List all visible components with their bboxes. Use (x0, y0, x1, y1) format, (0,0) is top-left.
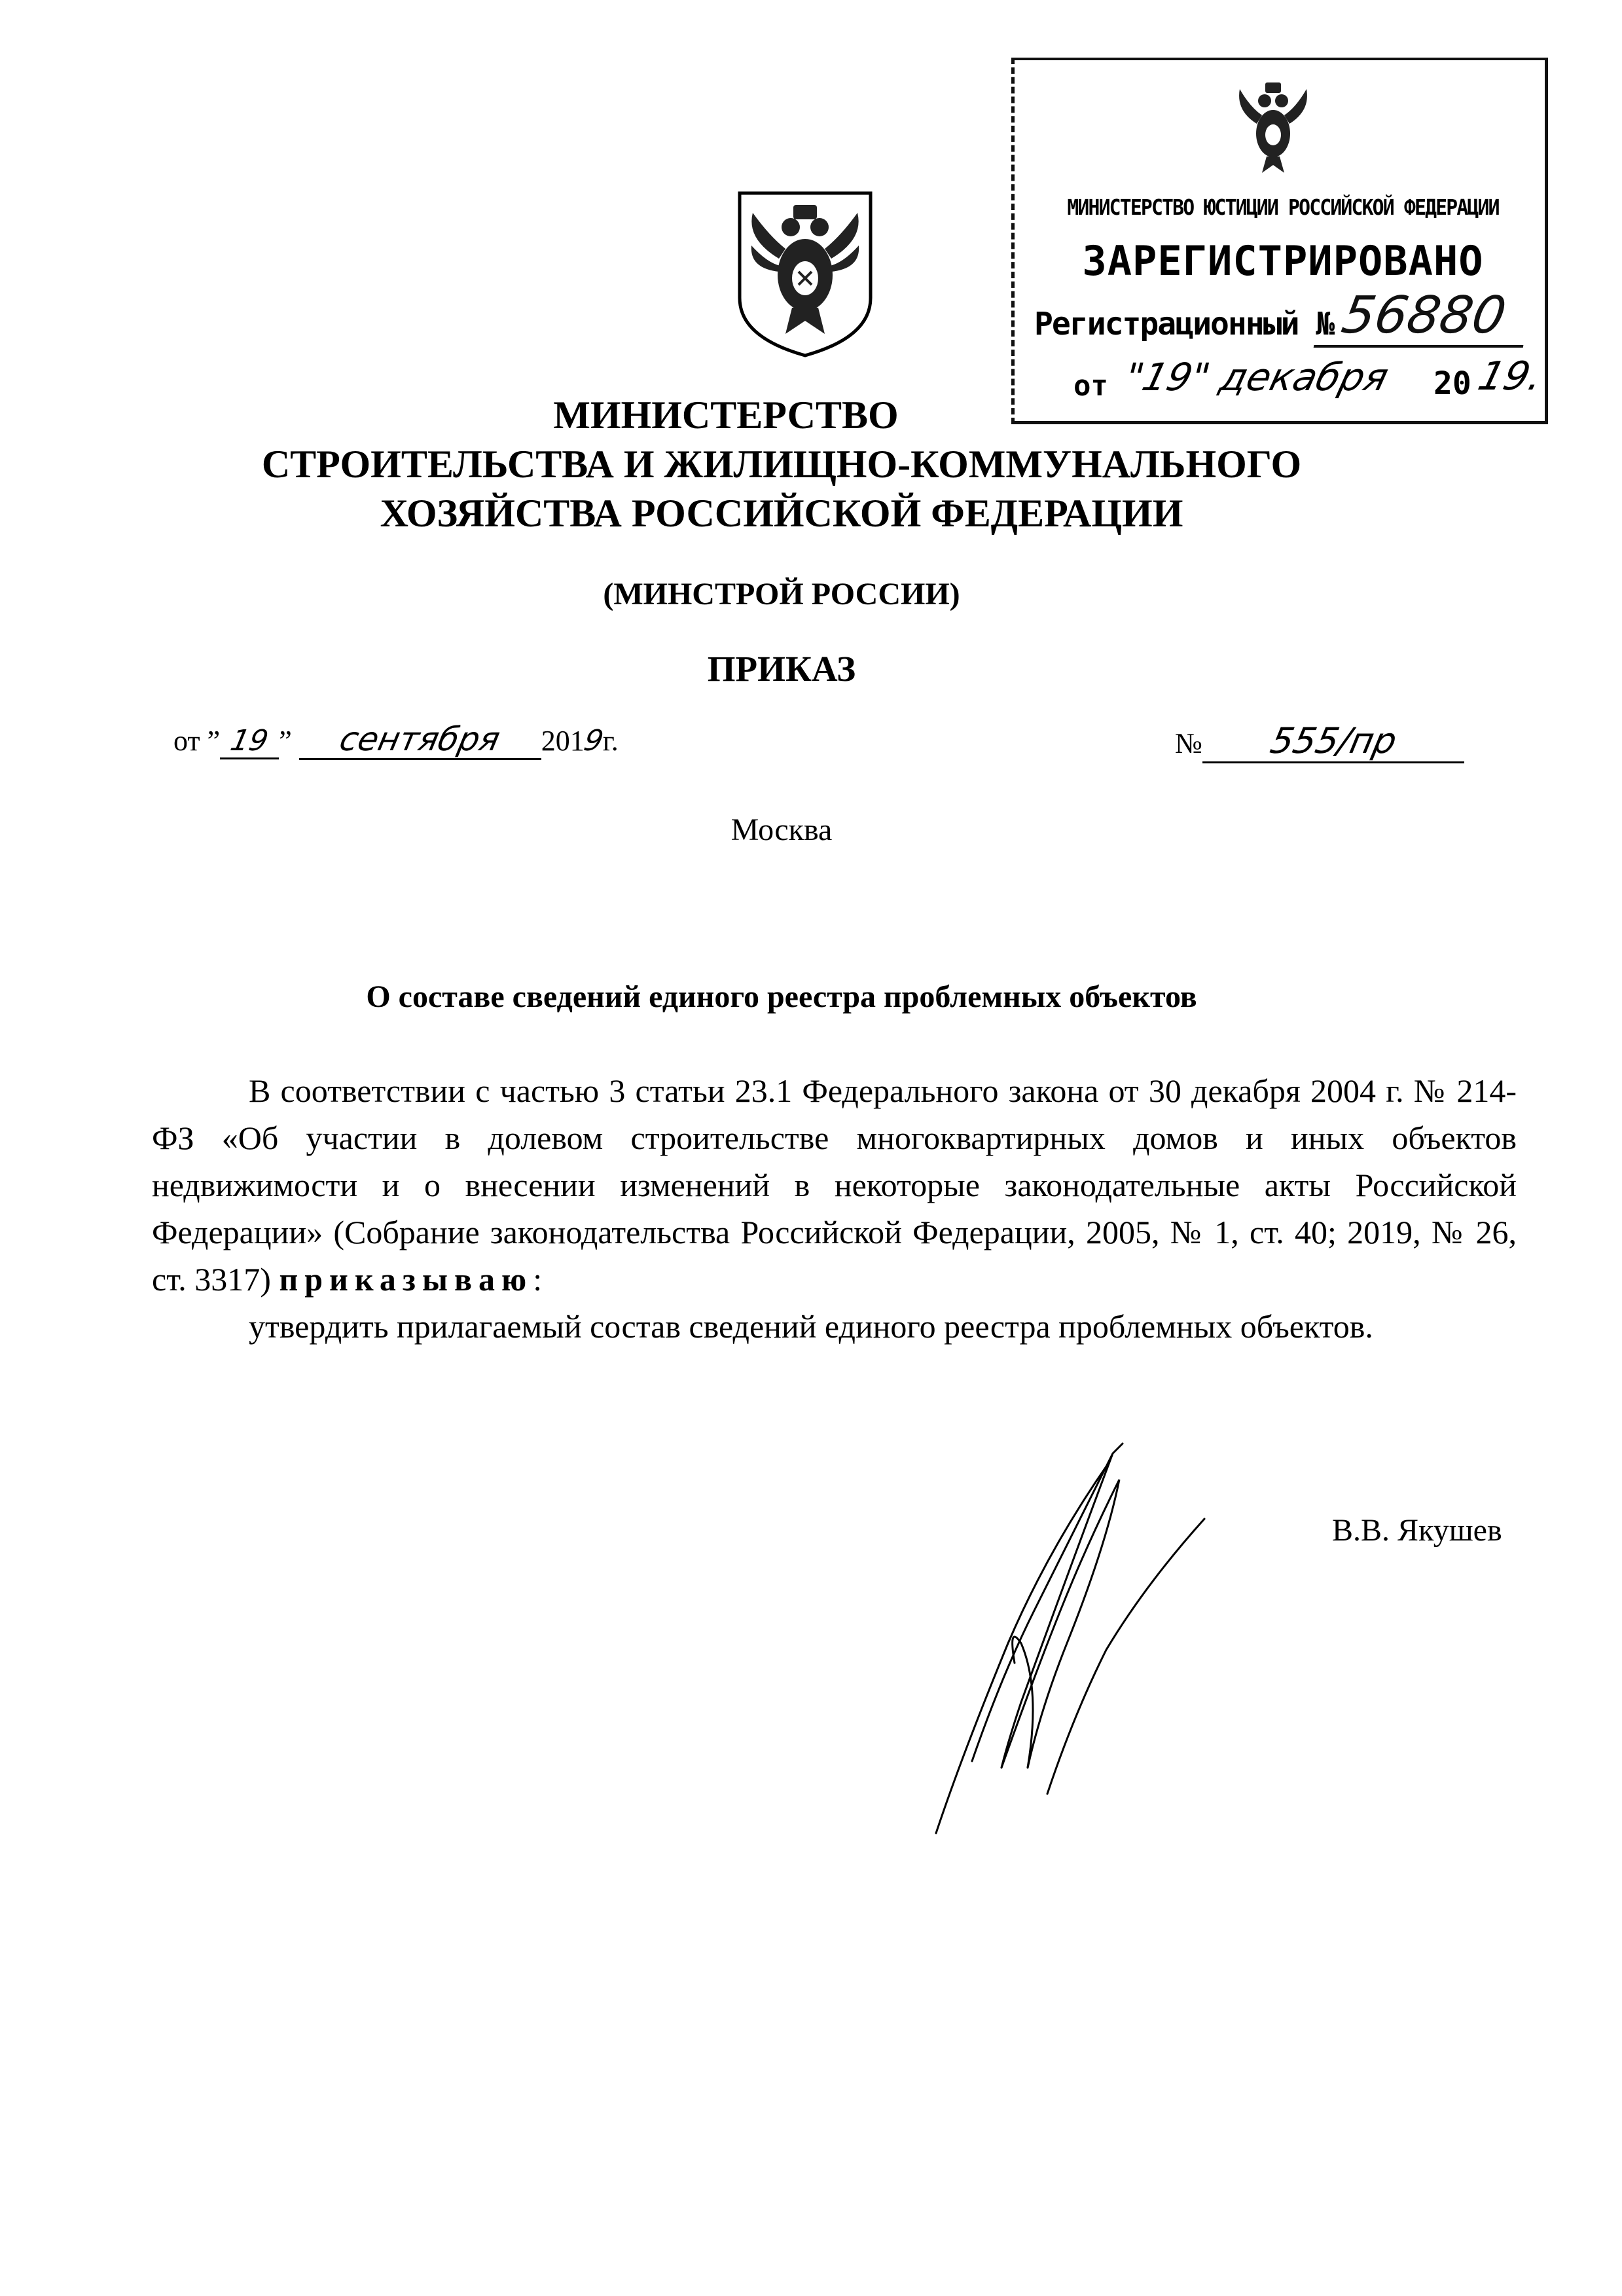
body-paragraph-1-text: В соответствии с частью 3 статьи 23.1 Федерального закона от 30 декабря 2004 г. № 214-ФЗ «Об участии в долевом строительстве многоквартирных домов и иных объектов недвижимости и о внесении изменений в некоторые законодательные акты Российской Федерации» (Собрание законодательства Российской Федерации, 2005, № 1, ст. 40; 2019, № 26, ст. 3317) (152, 1072, 1517, 1298)
body-paragraph-1 (152, 1067, 1517, 1303)
ministry-name-line2: СТРОИТЕЛЬСТВА И ЖИЛИЩНО-КОММУНАЛЬНОГО (261, 443, 1302, 486)
stamp-ministry: МИНИСТЕРСТВО ЮСТИЦИИ РОССИЙСКОЙ ФЕДЕРАЦИИ (1067, 194, 1499, 220)
stamp-year-hand: 19. (1473, 354, 1548, 399)
order-year-suffix: г. (602, 725, 619, 757)
document-type: ПРИКАЗ (707, 649, 856, 689)
order-month: сентября (336, 720, 504, 758)
registration-stamp (1011, 58, 1548, 424)
order-number-label: № (1175, 727, 1202, 759)
order-year-prefix: 201 (541, 725, 585, 757)
order-from-label: от (173, 725, 200, 757)
order-number: 555/пр (1266, 720, 1401, 761)
stamp-year-prefix: 20 (1433, 365, 1471, 402)
order-word: приказываю (279, 1261, 533, 1298)
stamp-coat-of-arms-icon (1231, 75, 1316, 179)
stamp-month: декабря (1216, 355, 1393, 399)
stamp-from-label: от (1073, 369, 1108, 403)
stamp-regno: 56880 (1314, 286, 1534, 348)
stamp-regno-label: Регистрационный № (1034, 306, 1334, 342)
order-word-colon: : (533, 1261, 543, 1298)
ministry-name-line1: МИНИСТЕРСТВО (553, 393, 899, 437)
body-paragraph-2: утвердить прилагаемый состав сведений единого реестра проблемных объектов. (249, 1308, 1373, 1345)
order-year-hand: 9 (581, 724, 607, 757)
order-body (152, 1067, 1517, 1350)
order-subject: О составе сведений единого реестра проблемных объектов (366, 979, 1197, 1014)
coat-of-arms-icon (733, 187, 877, 360)
ministry-short-name: (МИНСТРОЙ РОССИИ) (603, 577, 960, 611)
ministry-name-line3: ХОЗЯЙСТВА РОССИЙСКОЙ ФЕДЕРАЦИИ (380, 492, 1183, 535)
signatory-name: В.В. Якушев (1332, 1513, 1502, 1548)
stamp-day: "19" (1120, 355, 1215, 399)
order-number-line (1175, 720, 1464, 763)
order-day: 19 (227, 724, 272, 757)
order-date: от ” 19 ” сентября 2019г. (173, 720, 619, 760)
city: Москва (730, 812, 833, 847)
stamp-status: ЗАРЕГИСТРИРОВАНО (1082, 237, 1484, 285)
signature (910, 1427, 1224, 1853)
